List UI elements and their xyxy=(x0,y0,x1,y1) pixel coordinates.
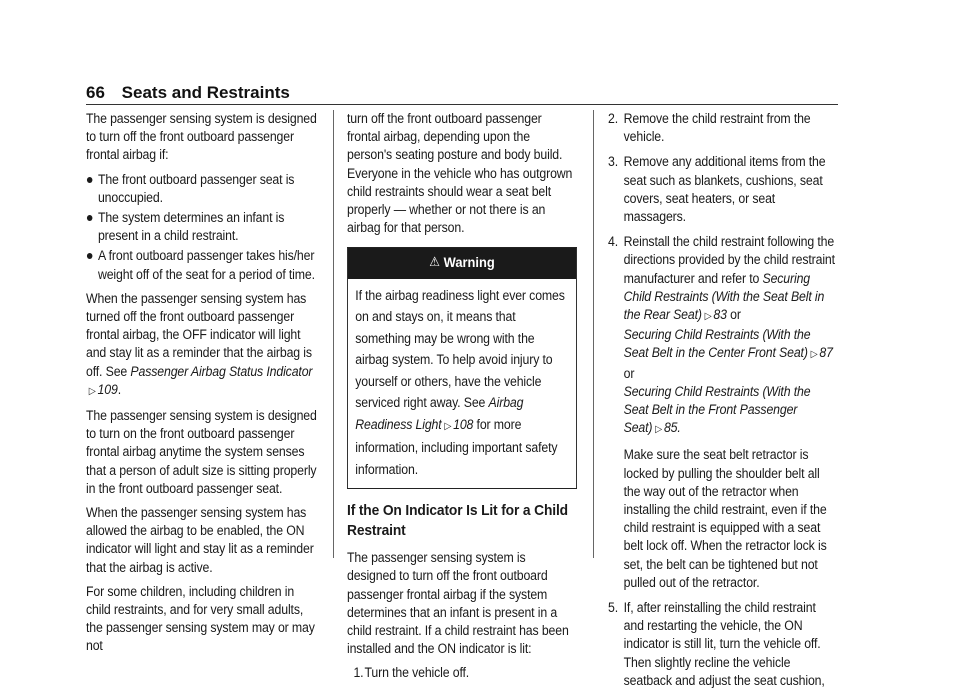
page-reference-icon: ▷ xyxy=(655,424,663,436)
list-item xyxy=(608,153,838,226)
paragraph-continued: turn off the front outboard passenger frontal airbag, depending upon the person's seating posture and body build. Everyone in the vehicle who has outgrown child restraints should wear a seat belt properly — whether or not there is an airbag for that person. xyxy=(347,111,573,236)
step-text: Remove any additional items from the seat such as blankets, cushions, seat covers, seat heaters, or seat massagers. xyxy=(623,154,826,225)
list-item-text: The system determines an infant is present in a child restraint. xyxy=(97,210,285,244)
step-number: 3. xyxy=(608,154,619,170)
warning-text-end: for more information, including important safety information. xyxy=(355,416,558,477)
page-reference-icon: ▷ xyxy=(704,311,712,323)
page-reference-icon: ▷ xyxy=(88,385,96,397)
securing-child-restraints-rear-link[interactable]: Securing Child Restraints (With the Seat Belt in the Rear Seat) xyxy=(623,270,825,323)
steps-list xyxy=(347,664,577,682)
airbag-readiness-link[interactable]: Airbag Readiness Light xyxy=(355,395,524,432)
step-text: If, after reinstalling the child restraint and restarting the vehicle, the ON indicator is still lit, turn the vehicle off. Then slightly recline the vehicle seatback and adjust the seat cushion, xyxy=(623,600,825,688)
bullet-dot-icon xyxy=(87,253,93,259)
list-item xyxy=(86,171,321,207)
step-number: 5. xyxy=(608,600,619,616)
page-reference-icon: ▷ xyxy=(810,349,818,361)
warning-triangle-icon: ⚠ xyxy=(429,255,440,271)
list-item xyxy=(86,209,321,245)
list-item xyxy=(608,599,838,690)
conjunction-text: or xyxy=(726,307,741,323)
page-reference-icon: ▷ xyxy=(444,420,452,432)
list-item xyxy=(347,664,577,682)
step-text: Remove the child restraint from the vehicle. xyxy=(623,111,811,145)
page-reference-number[interactable]: 85. xyxy=(663,420,681,436)
list-item-text: The front outboard passenger seat is unoccupied. xyxy=(97,171,295,205)
column-divider-2 xyxy=(593,110,594,558)
list-item xyxy=(86,247,321,283)
section-title: Seats and Restraints xyxy=(121,83,290,102)
steps-list-continued xyxy=(608,110,838,690)
step-number: 4. xyxy=(608,234,619,250)
step-note: Make sure the seat belt retractor is locked by pulling the shoulder belt all the way out of the retractor when installing the child restraint, even if the child restraint is equipped with a seat belt lock off. When the retractor lock is set, the belt can be tightened but not pulled out of the retractor. xyxy=(623,447,827,590)
column-1 xyxy=(86,110,321,662)
step-number: 1. xyxy=(353,665,364,681)
conditions-list xyxy=(86,171,321,284)
passenger-airbag-status-link[interactable]: Passenger Airbag Status Indicator xyxy=(130,363,313,379)
paragraph-sensing-on: The passenger sensing system is designed to turn on the front outboard passenger frontal airbag anytime the system senses that a person of adult size is sitting properly in the front outboard passenger seat. xyxy=(86,408,317,496)
step-text: Turn the vehicle off. xyxy=(364,665,470,681)
list-item xyxy=(608,233,838,592)
conjunction-text: or xyxy=(623,365,635,381)
section-subheading: If the On Indicator Is Lit for a Child Restraint xyxy=(347,502,568,540)
list-item xyxy=(608,110,838,146)
header-divider xyxy=(86,104,838,105)
paragraph-text: When the passenger sensing system has turned off the front outboard passenger frontal airbag, the OFF indicator will light and stay lit as a reminder that the airbag is off. See xyxy=(86,290,312,379)
page-reference-number[interactable]: 109 xyxy=(97,381,118,397)
paragraph-off-indicator: When the passenger sensing system has turned off the front outboard passenger frontal airbag, the OFF indicator will light and stay lit as a reminder that the airbag is off. See Passenger Airbag Status Indicator ▷ 109. xyxy=(86,290,313,397)
column-divider-1 xyxy=(333,110,334,558)
page-reference-number[interactable]: 87 xyxy=(819,345,833,361)
paragraph-sensing-off: The passenger sensing system is designed to turn off the front outboard passenger frontal airbag if: xyxy=(86,111,317,163)
list-item-text: A front outboard passenger takes his/her weight off of the seat for a period of time. xyxy=(97,248,315,282)
paragraph-on-indicator: When the passenger sensing system has allowed the airbag to be enabled, the ON indicator will light and stay lit as a reminder that the airbag is active. xyxy=(86,505,314,575)
securing-child-restraints-front-link[interactable]: Securing Child Restraints (With the Seat Belt in the Front Passenger Seat) xyxy=(623,383,811,436)
paragraph-on-indicator-lit: The passenger sensing system is designed to turn off the front outboard passenger frontal airbag if the system determines that an infant is present in a child restraint. If a child restraint has been installed and the ON indicator is lit: xyxy=(347,550,569,657)
column-3 xyxy=(608,110,838,697)
step-number: 2. xyxy=(608,111,619,126)
bullet-dot-icon xyxy=(87,177,93,183)
column-2 xyxy=(347,110,577,690)
warning-header xyxy=(348,248,576,278)
warning-text: If the airbag readiness light ever comes on and stays on, it means that something may be wrong with the airbag system. To help avoid injury to yourself or others, have the vehicle serviced right away. See xyxy=(355,287,565,411)
page-header xyxy=(86,83,838,103)
warning-title: Warning xyxy=(443,254,495,271)
page-reference-number[interactable]: 83 xyxy=(713,307,727,323)
bullet-dot-icon xyxy=(87,215,93,221)
warning-box xyxy=(347,247,577,489)
page-number: 66 xyxy=(86,83,105,102)
page-reference-number[interactable]: 108 xyxy=(453,416,474,432)
securing-child-restraints-center-link[interactable]: Securing Child Restraints (With the Seat Belt in the Center Front Seat) xyxy=(623,327,811,361)
step-text: Reinstall the child restraint following the directions provided by the child restraint manufacturer and refer to xyxy=(623,234,835,286)
paragraph-children: For some children, including children in child restraints, and for very small adults, the passenger sensing system may or may not xyxy=(86,583,315,654)
warning-body xyxy=(348,279,576,489)
